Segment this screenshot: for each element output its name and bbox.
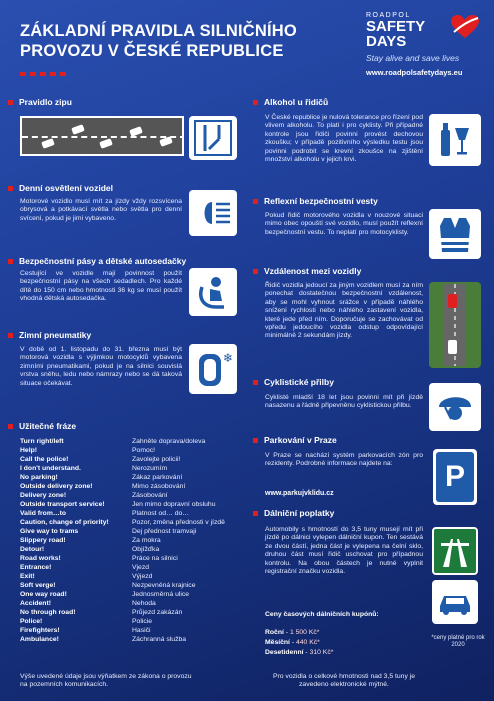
logo-url[interactable]: www.roadpolsafetydays.eu (366, 68, 463, 77)
phrase-list (20, 437, 260, 644)
phrase-english: Accident! (20, 600, 51, 607)
phrase-english: No through road! (20, 609, 76, 616)
phrase-english: I don't understand. (20, 465, 81, 472)
phrase-czech: Vjezd (132, 564, 150, 571)
phrase-row (20, 464, 260, 473)
phrase-row (20, 554, 260, 563)
phrase-english: Call the police! (20, 456, 69, 463)
phrase-czech: Za mokra (132, 537, 161, 544)
section-toll-title: Dálniční poplatky (253, 508, 334, 518)
phrase-english: Soft verge! (20, 582, 56, 589)
toll-price-row: Roční - 1 500 Kč* (265, 629, 320, 636)
toll-price-row: Desetidenní - 310 Kč* (265, 649, 334, 656)
belts-text: Cestující ve vozidle mají povinnost použít bezpečnostní pásy na všech sedadlech. Pro každé dítě do 150 cm nebo hmotnosti 36 kg se musí použít vhodná dětská autosedačka. (20, 270, 182, 303)
phrase-czech: Zákaz parkování (132, 474, 183, 481)
phrase-czech: Výjezd (132, 573, 153, 580)
phrase-english: Outside transport service! (20, 501, 105, 508)
toll-price-label: Roční (265, 629, 284, 636)
phrase-row (20, 545, 260, 554)
footer-note: Výše uvedené údaje jsou výňatkem ze zákona o provozu na pozemních komunikacích. (20, 673, 192, 689)
logo-days: DAYS (366, 33, 407, 50)
phrase-czech: Zavolejte policii! (132, 456, 181, 463)
phrase-czech: Pozor, změna přednosti v jízdě (132, 519, 225, 526)
phrase-row (20, 509, 260, 518)
page-title (20, 21, 340, 61)
toll-text: Automobily s hmotností do 3,5 tuny musejí mít při jízdě po dálnici vylepen dálniční kupon. Ten sestává ze dvou částí, jedna část je vylepena na čelní sklo, druhou část musí řidič uschovat pro případnou kontrolu. Na obou částech je nutné vyplnit registrační značku vozidla. (265, 526, 423, 576)
phrase-english: Police! (20, 618, 43, 625)
phrase-czech: Policie (132, 618, 153, 625)
phrase-czech: Zásobování (132, 492, 168, 499)
phrase-english: One way road! (20, 591, 67, 598)
phrase-row (20, 455, 260, 464)
toll-price-value: 440 Kč* (295, 639, 320, 646)
phrase-row (20, 437, 260, 446)
logo-slogan: Stay alive and save lives (366, 53, 460, 63)
child-seat-icon (189, 268, 237, 316)
phrase-row (20, 563, 260, 572)
phrase-english: Outside delivery zone! (20, 483, 93, 490)
phrase-row (20, 599, 260, 608)
car-icon (432, 580, 478, 624)
phrase-czech: Záchranná služba (132, 636, 187, 643)
phrase-english: Firefighters! (20, 627, 60, 634)
phrase-czech: Pomoc! (132, 447, 156, 454)
phrase-row (20, 473, 260, 482)
phrase-czech: Nezpevněná krajnice (132, 582, 196, 589)
section-winter-title: Zimní pneumatiky (8, 330, 91, 340)
logo-safety: SAFETY (366, 18, 426, 35)
phrase-row (20, 518, 260, 527)
phrase-row (20, 626, 260, 635)
title-line-1: ZÁKLADNÍ PRAVIDLA SILNIČNÍHO (20, 22, 297, 40)
phrase-row (20, 635, 260, 644)
toll-price-label: Měsíční (265, 639, 290, 646)
phrase-row (20, 500, 260, 509)
phrase-czech: Zahněte doprava/doleva (132, 438, 206, 445)
phrase-czech: Nerozumím (132, 465, 168, 472)
helmet-text: Cyklisté mladší 18 let jsou povinni mít při jízdě nasazenu a řádně připevněnu cyklistickou přilbu. (265, 394, 423, 410)
vest-text: Pokud řidič motorového vozidla v nouzové situaci mimo obec opouští své vozidlo, musí použít reflexní bezpečnostní vestu. To neplatí pro motocyklisty. (265, 212, 423, 236)
vehicle-distance-icon (429, 282, 481, 368)
distance-text: Řidič vozidla jedoucí za jiným vozidlem musí za ním ponechat dostatečnou bezpečnostní vzdálenost, aby se mohl vyhnout srážce v případě náhlého snížení rychlosti nebo náhlého zastavení vozidla, které jede před ním. Doporučuje se zachovávat od vpředu jedoucího vozidla odstup odpovídající minimálně 2 sekundám jízdy. (265, 282, 423, 340)
section-lights-title: Denní osvětlení vozidel (8, 183, 113, 193)
headlight-icon (189, 190, 237, 236)
phrase-english: Help! (20, 447, 37, 454)
phrase-row (20, 446, 260, 455)
phrase-czech: Nehoda (132, 600, 156, 607)
toll-price-value: 1 500 Kč* (289, 629, 320, 636)
phrase-english: Slippery road! (20, 537, 66, 544)
phrase-english: Valid from…to (20, 510, 67, 517)
phrase-row (20, 482, 260, 491)
toll-price-list (265, 628, 333, 658)
heart-icon (450, 14, 480, 40)
phrase-english: Detour! (20, 546, 45, 553)
parking-url[interactable]: www.parkujvklidu.cz (265, 490, 334, 497)
phrase-czech: Objížďka (132, 546, 160, 553)
phrase-czech: Platnost od… do… (132, 510, 190, 517)
reflective-vest-icon (429, 209, 481, 259)
section-vest-title: Reflexní bezpečnostní vesty (253, 196, 378, 206)
section-distance-title: Vzdálenost mezi vozidly (253, 266, 361, 276)
phrase-row (20, 617, 260, 626)
phrase-czech: Hasiči (132, 627, 151, 634)
phrase-row (20, 527, 260, 536)
section-parking-title: Parkování v Praze (253, 435, 337, 445)
price-note: *ceny platné pro rok 2020 (431, 635, 485, 648)
lights-text: Motorové vozidlo musí mít za jízdy vždy rozsvícena obrysová a potkávací světla nebo světla pro denní svícení, pokud je jimi vybaveno. (20, 198, 182, 222)
parking-text: V Praze se nachází systém parkovacích zón pro rezidenty. Podrobné informace najdete na: (265, 452, 423, 468)
section-phrases-title: Užitečné fráze (8, 421, 76, 431)
svg-text:❄: ❄ (223, 351, 233, 365)
phrase-english: Road works! (20, 555, 61, 562)
motorway-sign-icon (432, 527, 478, 575)
parking-sign-icon (433, 449, 477, 505)
section-zip-title: Pravidlo zipu (8, 97, 72, 107)
phrase-english: Delivery zone! (20, 492, 67, 499)
phrase-czech: Jednosměrná ulice (132, 591, 190, 598)
zipper-road-illustration (20, 116, 184, 156)
toll-prices-title: Ceny časových dálničních kupónů: (265, 611, 379, 618)
toll-price-label: Desetidenní (265, 649, 304, 656)
winter-tire-icon (189, 344, 237, 394)
section-alcohol-title: Alkohol u řidičů (253, 97, 328, 107)
phrase-english: Exit! (20, 573, 35, 580)
phrase-czech: Jen mimo dopravní obsluhu (132, 501, 216, 508)
phrase-english: Entrance! (20, 564, 52, 571)
phrase-english: Ambulance! (20, 636, 59, 643)
toll-price-value: 310 Kč* (309, 649, 334, 656)
phrase-english: Give way to trams (20, 528, 79, 535)
phrase-english: Caution, change of priority! (20, 519, 109, 526)
toll-weight-note: Pro vozidla o celkové hmotnosti nad 3,5 tuny je zavedeno elektronické mýtné. (272, 673, 416, 689)
section-belts-title: Bezpečnostní pásy a dětské autosedačky (8, 256, 186, 266)
phrase-czech: Dej přednost tramvaji (132, 528, 197, 535)
parking-sign-letter: P (444, 460, 465, 493)
phrase-czech: Průjezd zakázán (132, 609, 183, 616)
zipper-sign-icon (189, 116, 237, 160)
phrase-english: Turn right/left (20, 438, 64, 445)
alcohol-text: V České republice je nulová tolerance pro řízení pod vlivem alkoholu. To platí i pro cyklisty. Při případné kontrole jsou řidiči povinni provést dechovou zkoušku; v případě pozitivního výsledku testu jsou povinni podrobit se krevní zkoušce na zjištění množství alkoholu v jejich krvi. (265, 114, 423, 164)
phrase-row (20, 581, 260, 590)
title-dots (20, 72, 66, 76)
phrase-row (20, 572, 260, 581)
winter-text: V době od 1. listopadu do 31. března musí být motorová vozidla s výjimkou motocyklů vybavena zimními pneumatikami, pokud je na silnici souvislá vrstva sněhu, ledu nebo námrazy nebo se dá taková situace očekávat. (20, 346, 182, 387)
bicycle-helmet-icon (429, 383, 481, 431)
phrase-row (20, 608, 260, 617)
alcohol-icon (429, 114, 481, 166)
phrase-english: No parking! (20, 474, 58, 481)
toll-price-row: Měsíční - 440 Kč* (265, 639, 320, 646)
phrase-row (20, 491, 260, 500)
logo-roadpol: ROADPOL (366, 12, 411, 19)
phrase-czech: Práce na silnici (132, 555, 178, 562)
phrase-row (20, 536, 260, 545)
phrase-czech: Mimo zásobování (132, 483, 186, 490)
section-helmet-title: Cyklistické přilby (253, 377, 334, 387)
title-line-2: PROVOZU V ČESKÉ REPUBLICE (20, 42, 284, 60)
roadpol-logo (366, 12, 482, 77)
phrase-row (20, 590, 260, 599)
